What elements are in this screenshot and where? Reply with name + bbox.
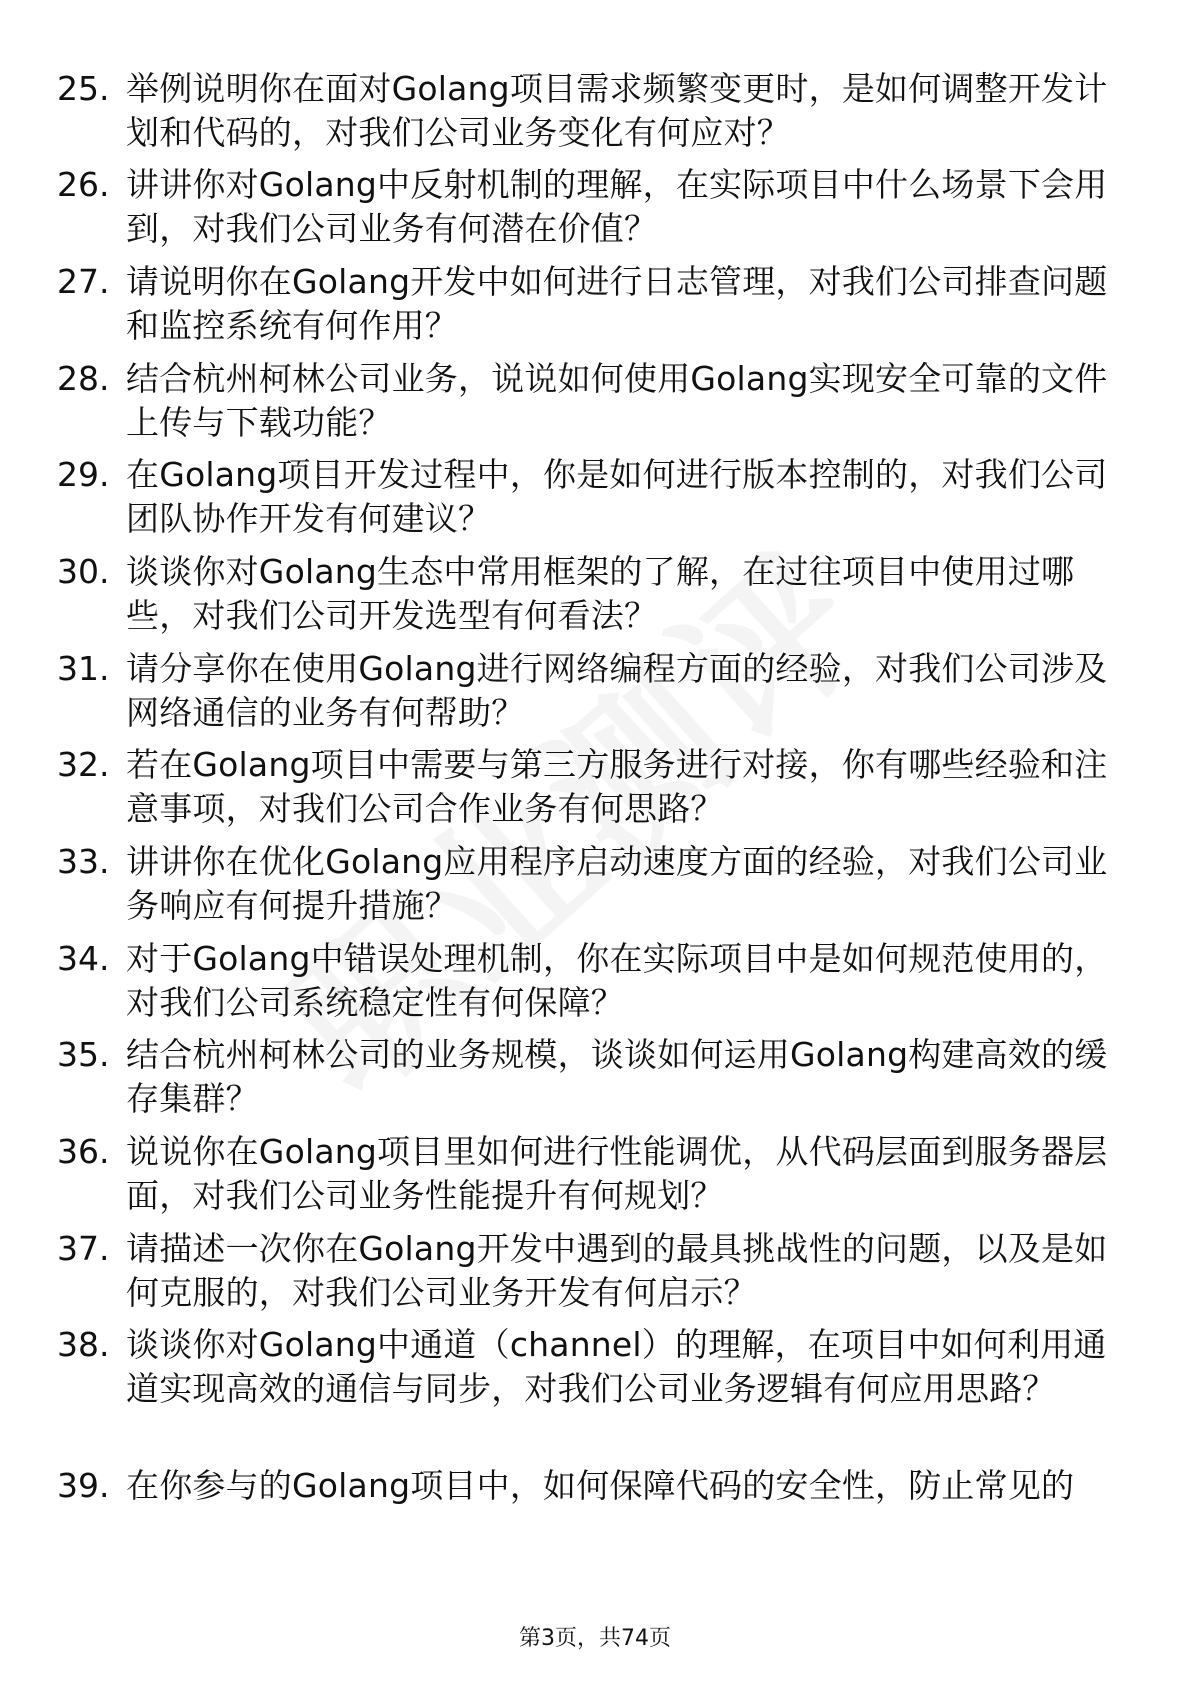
question-text: 在Golang项目开发过程中，你是如何进行版本控制的，对我们公司团队协作开发有何建议？ bbox=[126, 455, 1108, 538]
question-text: 结合杭州柯林公司业务，说说如何使用Golang实现安全可靠的文件上传与下载功能？ bbox=[126, 359, 1108, 442]
question-text: 请说明你在Golang开发中如何进行日志管理，对我们公司排查问题和监控系统有何作用？ bbox=[126, 262, 1108, 345]
question-number: 38. bbox=[57, 1325, 110, 1364]
page-footer: 第3页，共74页 bbox=[519, 1626, 671, 1651]
question-text: 请分享你在使用Golang进行网络编程方面的经验，对我们公司涉及网络通信的业务有何帮助？ bbox=[126, 649, 1108, 732]
question-text: 讲讲你对Golang中反射机制的理解，在实际项目中什么场景下会用到，对我们公司业务有何潜在价值？ bbox=[126, 165, 1108, 248]
question-number: 39. bbox=[57, 1466, 110, 1505]
question-number: 32. bbox=[57, 745, 110, 784]
question-number: 37. bbox=[57, 1229, 110, 1268]
question-number: 25. bbox=[57, 69, 110, 108]
question-text: 结合杭州柯林公司的业务规模，谈谈如何运用Golang构建高效的缓存集群？ bbox=[126, 1035, 1108, 1118]
question-number: 26. bbox=[57, 165, 110, 204]
question-text: 请描述一次你在Golang开发中遇到的最具挑战性的问题，以及是如何克服的，对我们公司业务开发有何启示？ bbox=[126, 1229, 1108, 1312]
question-number: 35. bbox=[57, 1035, 110, 1074]
question-text: 讲讲你在优化Golang应用程序启动速度方面的经验，对我们公司业务响应有何提升措施？ bbox=[126, 842, 1108, 925]
question-text: 对于Golang中错误处理机制，你在实际项目中是如何规范使用的，对我们公司系统稳定性有何保障？ bbox=[126, 939, 1108, 1022]
question-text: 举例说明你在面对Golang项目需求频繁变更时，是如何调整开发计划和代码的，对我们公司业务变化有何应对？ bbox=[126, 69, 1108, 152]
question-text: 在你参与的Golang项目中，如何保障代码的安全性，防止常见的 bbox=[126, 1466, 1075, 1505]
question-text: 说说你在Golang项目里如何进行性能调优，从代码层面到服务器层面，对我们公司业务性能提升有何规划？ bbox=[126, 1132, 1108, 1215]
question-number: 34. bbox=[57, 939, 110, 978]
question-number: 36. bbox=[57, 1132, 110, 1171]
question-text: 若在Golang项目中需要与第三方服务进行对接，你有哪些经验和注意事项，对我们公司合作业务有何思路？ bbox=[126, 745, 1108, 828]
question-number: 31. bbox=[57, 649, 110, 688]
question-number: 33. bbox=[57, 842, 110, 881]
question-number: 30. bbox=[57, 552, 110, 591]
question-number: 28. bbox=[57, 359, 110, 398]
question-number: 27. bbox=[57, 262, 110, 301]
question-text: 谈谈你对Golang中通道（channel）的理解，在项目中如何利用通道实现高效的通信与同步，对我们公司业务逻辑有何应用思路？ bbox=[126, 1325, 1107, 1408]
question-text: 谈谈你对Golang生态中常用框架的了解，在过往项目中使用过哪些，对我们公司开发选型有何看法？ bbox=[126, 552, 1075, 635]
question-number: 29. bbox=[57, 455, 110, 494]
